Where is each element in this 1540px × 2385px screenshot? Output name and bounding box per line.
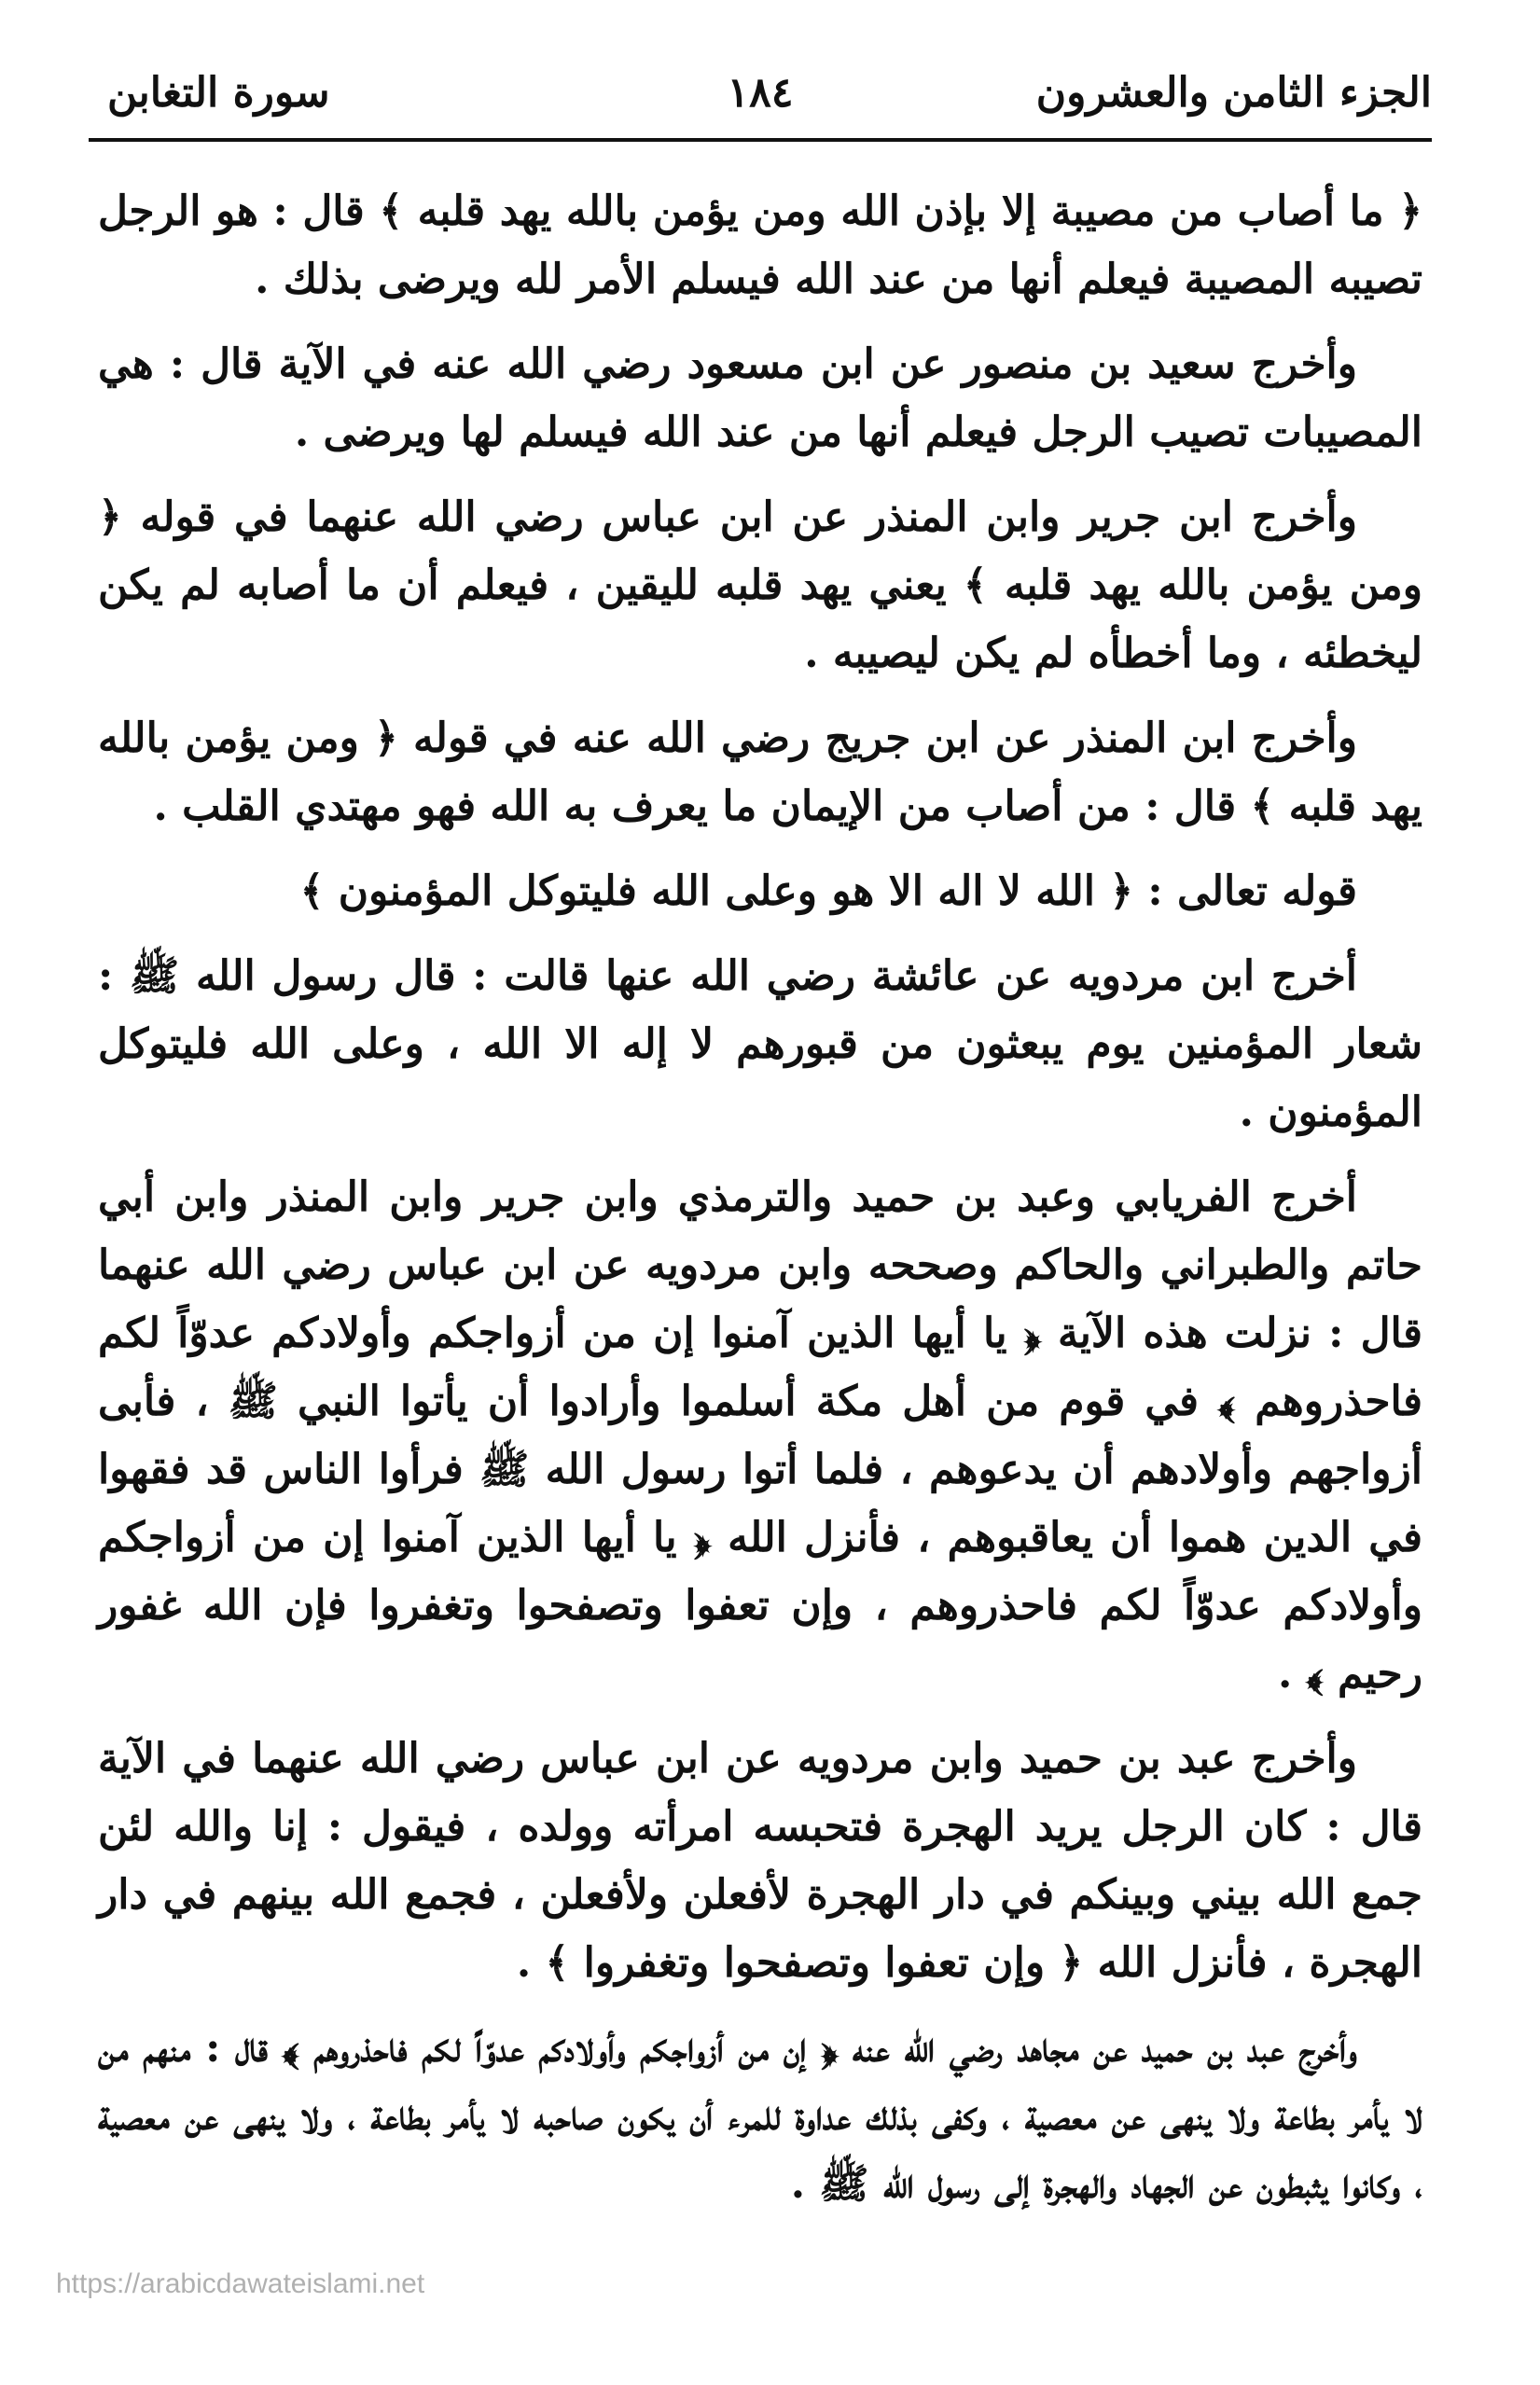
document-page — [89, 37, 1432, 2332]
paragraph: ﴿ ما أصاب من مصيبة إلا بإذن الله ومن يؤمن بالله يهد قلبه ﴾ قال : هو الرجل تصيبه المصيبة فيعلم أنها من عند الله فيسلم الأمر لله ويرضى بذلك . — [98, 187, 1422, 303]
paragraph: وأخرج ابن المنذر عن ابن جريج رضي الله عنه في قوله ﴿ ومن يؤمن بالله يهد قلبه ﴾ قال : من أصاب من الإيمان ما يعرف به الله فهو مهتدي القلب . — [98, 714, 1422, 830]
page-number: ١٨٤ — [727, 69, 794, 117]
watermark-url: https://arabicdawateislami.net — [56, 2268, 425, 2299]
paragraph: أخرج الفريابي وعبد بن حميد والترمذي وابن جرير وابن المنذر وابن أبي حاتم والطبراني والحاكم وصححه وابن مردويه عن ابن عباس رضي الله عنهما قال : نزلت هذه الآية ﴿ يا أيها الذين آمنوا إن من أزواجكم وأولادكم عدوّاً لكم فاحذروهم ﴾ في قوم من أهل مكة أسلموا وأرادوا أن يأتوا النبي ﷺ ، فأبى أزواجهم وأولادهم أن يدعوهم ، فلما أتوا رسول الله ﷺ فرأوا الناس قد فقهوا في الدين هموا أن يعاقبوهم ، فأنزل الله ﴿ يا أيها الذين آمنوا إن من أزواجكم وأولادكم عدوّاً لكم فاحذروهم ، وإن تعفوا وتصفحوا وتغفروا فإن الله غفور رحيم ﴾ . — [98, 1173, 1422, 1698]
paragraph: وأخرج سعيد بن منصور عن ابن مسعود رضي الله عنه في الآية قال : هي المصيبات تصيب الرجل فيعلم أنها من عند الله فيسلم لها ويرضى . — [98, 340, 1422, 456]
surah-title: سورة التغابن — [107, 69, 330, 117]
part-title: الجزء الثامن والعشرون — [1035, 69, 1432, 117]
page-header — [89, 56, 1432, 140]
paragraph: وأخرج عبد بن حميد عن مجاهد رضي الله عنه ﴿ إن من أزواجكم وأولادكم عدوّاً لكم فاحذروهم ﴾ قال : منهم من لا يأمر بطاعة ولا ينهى عن معصية ، وكفى بذلك عداوة للمرء أن يكون صاحبه لا يأمر بطاعة ، ولا ينهى عن معصية ، وكانوا يثبطون عن الجهاد والهجرة إلى رسول الله ﷺ . — [98, 2024, 1422, 2208]
paragraph: وأخرج عبد بن حميد وابن مردويه عن ابن عباس رضي الله عنهما في الآية قال : كان الرجل يريد الهجرة فتحبسه امرأته وولده ، فيقول : إنا والله لئن جمع الله بيني وبينكم في دار الهجرة لأفعلن ولأفعلن ، فجمع الله بينهم في دار الهجرة ، فأنزل الله ﴿ وإن تعفوا وتصفحوا وتغفروا ﴾ . — [98, 1735, 1422, 1987]
body-text — [98, 177, 1422, 2235]
paragraph: أخرج ابن مردويه عن عائشة رضي الله عنها قالت : قال رسول الله ﷺ : شعار المؤمنين يوم يبعثون من قبورهم لا إله الا الله ، وعلى الله فليتوكل المؤمنون . — [98, 952, 1423, 1136]
paragraph: وأخرج ابن جرير وابن المنذر عن ابن عباس رضي الله عنهما في قوله ﴿ ومن يؤمن بالله يهد قلبه ﴾ يعني يهد قلبه لليقين ، فيعلم أن ما أصابه لم يكن ليخطئه ، وما أخطأه لم يكن ليصيبه . — [98, 493, 1422, 677]
paragraph: قوله تعالى : ﴿ الله لا اله الا هو وعلى الله فليتوكل المؤمنون ﴾ — [299, 867, 1357, 915]
header-divider — [89, 138, 1432, 142]
